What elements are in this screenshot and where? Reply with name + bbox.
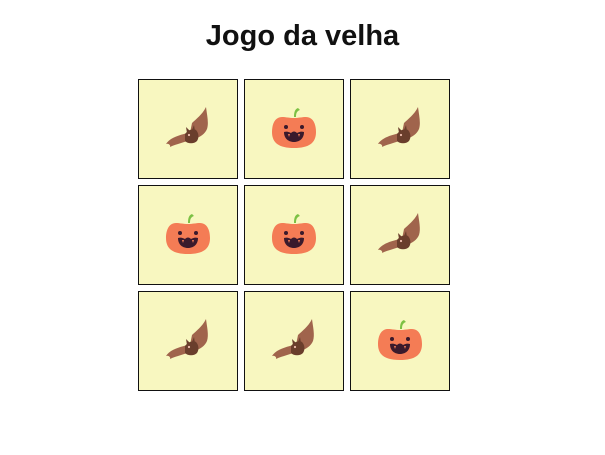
bat-icon [374,209,426,261]
board-cell-2[interactable] [244,79,344,179]
page-title: Jogo da velha [205,20,400,52]
board-cell-9[interactable] [350,291,450,391]
pumpkin-icon [269,210,319,260]
board-cell-8[interactable] [244,291,344,391]
board-cell-3[interactable] [350,79,450,179]
board-cell-7[interactable] [138,291,238,391]
board-cell-1[interactable] [138,79,238,179]
board-cell-5[interactable] [244,185,344,285]
game-board [138,79,456,395]
pumpkin-icon [163,210,213,260]
board-cell-4[interactable] [138,185,238,285]
bat-icon [268,315,320,367]
pumpkin-icon [375,316,425,366]
bat-icon [162,103,214,155]
pumpkin-icon [269,104,319,154]
bat-icon [162,315,214,367]
bat-icon [374,103,426,155]
board-cell-6[interactable] [350,185,450,285]
